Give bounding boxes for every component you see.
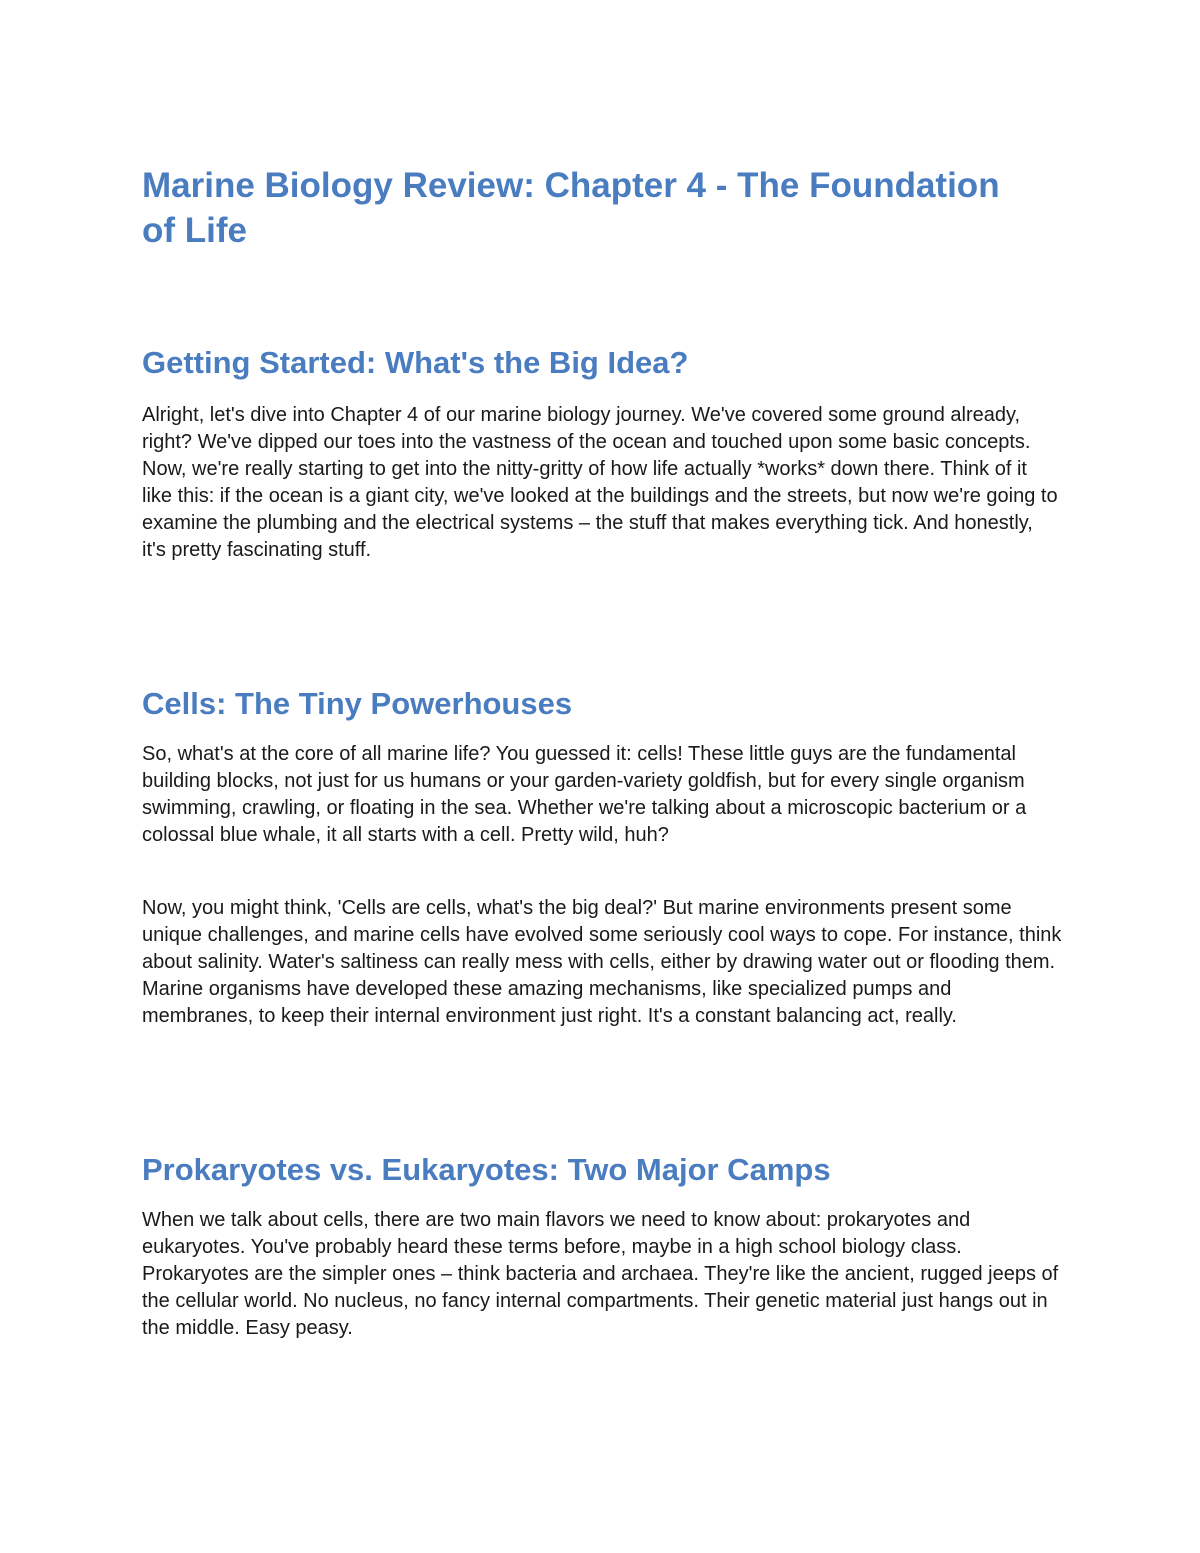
document-title: Marine Biology Review: Chapter 4 - The Foundation of Life bbox=[142, 166, 1000, 250]
section-heading-prokaryotes-eukaryotes: Prokaryotes vs. Eukaryotes: Two Major Camps bbox=[142, 1152, 831, 1187]
paragraph-cells-2: Now, you might think, 'Cells are cells, what's the big deal?' But marine environments present some unique challenges, and marine cells have evolved some seriously cool ways to cope. For instance, think about salinity. Water's saltiness can really mess with cells, either by drawing water out or flooding them. Marine organisms have developed these amazing mechanisms, like specialized pumps and membranes, to keep their internal environment just right. It's a constant balancing act, really. bbox=[142, 897, 1062, 1027]
section-heading-getting-started: Getting Started: What's the Big Idea? bbox=[142, 345, 689, 380]
paragraph-cells-1: So, what's at the core of all marine life? You guessed it: cells! These little guys are the fundamental building blocks, not just for us humans or your garden-variety goldfish, but for every single organism swimming, crawling, or floating in the sea. Whether we're talking about a microscopic bacterium or a colossal blue whale, it all starts with a cell. Pretty wild, huh? bbox=[142, 743, 1027, 846]
paragraph-prokaryotes-eukaryotes: When we talk about cells, there are two main flavors we need to know about: prokaryotes and eukaryotes. You've probably heard these terms before, maybe in a high school biology class. Prokaryotes are the simpler ones – think bacteria and archaea. They're like the ancient, rugged jeeps of the cellular world. No nucleus, no fancy internal compartments. Their genetic material just hangs out in the middle. Easy peasy. bbox=[142, 1209, 1059, 1339]
paragraph-intro: Alright, let's dive into Chapter 4 of our marine biology journey. We've covered some ground already, right? We've dipped our toes into the vastness of the ocean and touched upon some basic concepts. Now, we're really starting to get into the nitty-gritty of how life actually *works* down there. Think of it like this: if the ocean is a giant city, we've looked at the buildings and the streets, but now we're going to examine the plumbing and the electrical systems – the stuff that makes everything tick. And honestly, it's pretty fascinating stuff. bbox=[142, 404, 1058, 561]
section-heading-cells: Cells: The Tiny Powerhouses bbox=[142, 686, 573, 721]
document-page bbox=[142, 0, 1062, 1553]
